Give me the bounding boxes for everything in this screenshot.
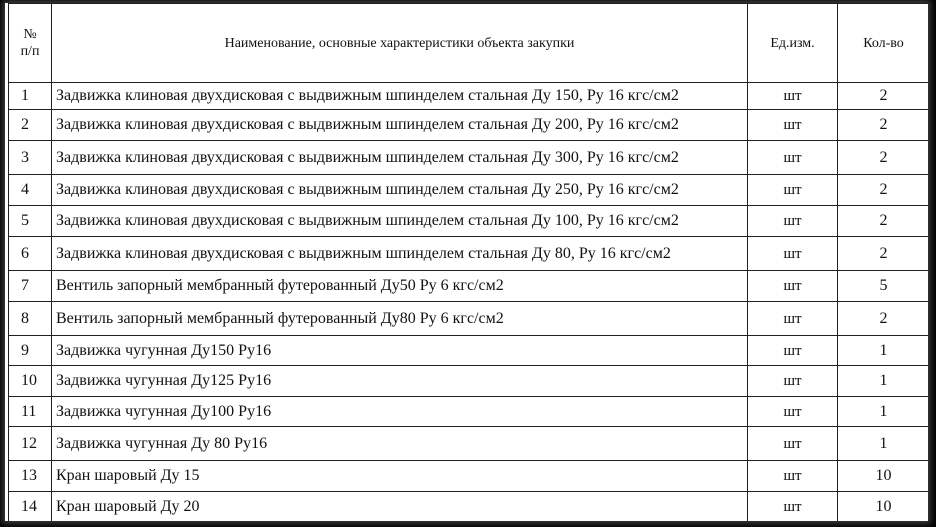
- row-number-cell: 9: [9, 336, 52, 366]
- row-number-cell: 11: [9, 397, 52, 427]
- row-quantity-cell: 10: [838, 492, 929, 522]
- row-quantity-cell: 2: [838, 110, 929, 141]
- row-name-cell: Задвижка клиновая двухдисковая с выдвижным шпинделем стальная Ду 300, Ру 16 кгс/см2: [52, 141, 748, 175]
- row-quantity-cell: 1: [838, 336, 929, 366]
- row-name-cell: Задвижка чугунная Ду150 Ру16: [52, 336, 748, 366]
- row-name-cell: Задвижка клиновая двухдисковая с выдвижным шпинделем стальная Ду 200, Ру 16 кгс/см2: [52, 110, 748, 141]
- row-name-cell: Вентиль запорный мембранный футерованный Ду80 Ру 6 кгс/см2: [52, 302, 748, 336]
- row-number-cell: 10: [9, 366, 52, 397]
- row-unit-cell: шт: [748, 461, 838, 492]
- row-unit-cell: шт: [748, 492, 838, 522]
- row-unit-cell: шт: [748, 141, 838, 175]
- row-number-cell: 2: [9, 110, 52, 141]
- table-row: [9, 206, 929, 237]
- row-name-cell: Задвижка клиновая двухдисковая с выдвижным шпинделем стальная Ду 100, Ру 16 кгс/см2: [52, 206, 748, 237]
- row-number-cell: 13: [9, 461, 52, 492]
- table-row: [9, 366, 929, 397]
- row-number-cell: 5: [9, 206, 52, 237]
- row-unit-cell: шт: [748, 336, 838, 366]
- row-name-cell: Вентиль запорный мембранный футерованный Ду50 Ру 6 кгс/см2: [52, 271, 748, 302]
- row-number-cell: 1: [9, 83, 52, 110]
- row-number-cell: 6: [9, 237, 52, 271]
- table-row: [9, 397, 929, 427]
- row-quantity-cell: 1: [838, 366, 929, 397]
- table-header-row: [9, 4, 929, 83]
- header-unit: Ед.изм.: [748, 4, 838, 83]
- header-number-label: № п/п: [20, 27, 40, 59]
- table-row: [9, 302, 929, 336]
- row-quantity-cell: 2: [838, 206, 929, 237]
- header-number: [9, 4, 52, 83]
- table-row: [9, 175, 929, 206]
- table-body: [9, 83, 929, 522]
- row-unit-cell: шт: [748, 366, 838, 397]
- row-unit-cell: шт: [748, 110, 838, 141]
- row-name-cell: Задвижка чугунная Ду125 Ру16: [52, 366, 748, 397]
- table-row: [9, 271, 929, 302]
- row-number-cell: 4: [9, 175, 52, 206]
- table-row: [9, 83, 929, 110]
- table-row: [9, 141, 929, 175]
- row-quantity-cell: 2: [838, 141, 929, 175]
- row-number-cell: 12: [9, 427, 52, 461]
- row-number-cell: 7: [9, 271, 52, 302]
- row-quantity-cell: 2: [838, 83, 929, 110]
- row-unit-cell: шт: [748, 83, 838, 110]
- row-quantity-cell: 10: [838, 461, 929, 492]
- row-name-cell: Задвижка чугунная Ду 80 Ру16: [52, 427, 748, 461]
- table-row: [9, 461, 929, 492]
- table-row: [9, 427, 929, 461]
- row-quantity-cell: 2: [838, 175, 929, 206]
- row-unit-cell: шт: [748, 175, 838, 206]
- row-quantity-cell: 5: [838, 271, 929, 302]
- row-unit-cell: шт: [748, 302, 838, 336]
- row-name-cell: Кран шаровый Ду 20: [52, 492, 748, 522]
- row-name-cell: Задвижка чугунная Ду100 Ру16: [52, 397, 748, 427]
- row-number-cell: 3: [9, 141, 52, 175]
- row-quantity-cell: 2: [838, 237, 929, 271]
- row-unit-cell: шт: [748, 206, 838, 237]
- row-name-cell: Задвижка клиновая двухдисковая с выдвижным шпинделем стальная Ду 150, Ру 16 кгс/см2: [52, 83, 748, 110]
- row-name-cell: Задвижка клиновая двухдисковая с выдвижным шпинделем стальная Ду 80, Ру 16 кгс/см2: [52, 237, 748, 271]
- row-name-cell: Задвижка клиновая двухдисковая с выдвижным шпинделем стальная Ду 250, Ру 16 кгс/см2: [52, 175, 748, 206]
- table-row: [9, 110, 929, 141]
- row-quantity-cell: 2: [838, 302, 929, 336]
- procurement-table: [8, 3, 928, 521]
- document-sheet: [5, 3, 928, 521]
- row-unit-cell: шт: [748, 427, 838, 461]
- row-quantity-cell: 1: [838, 427, 929, 461]
- row-quantity-cell: 1: [838, 397, 929, 427]
- row-unit-cell: шт: [748, 237, 838, 271]
- table-row: [9, 492, 929, 522]
- row-number-cell: 14: [9, 492, 52, 522]
- header-name: Наименование, основные характеристики объекта закупки: [52, 4, 748, 83]
- row-unit-cell: шт: [748, 271, 838, 302]
- table-row: [9, 336, 929, 366]
- row-unit-cell: шт: [748, 397, 838, 427]
- table-row: [9, 237, 929, 271]
- header-quantity: Кол-во: [838, 4, 929, 83]
- row-number-cell: 8: [9, 302, 52, 336]
- row-name-cell: Кран шаровый Ду 15: [52, 461, 748, 492]
